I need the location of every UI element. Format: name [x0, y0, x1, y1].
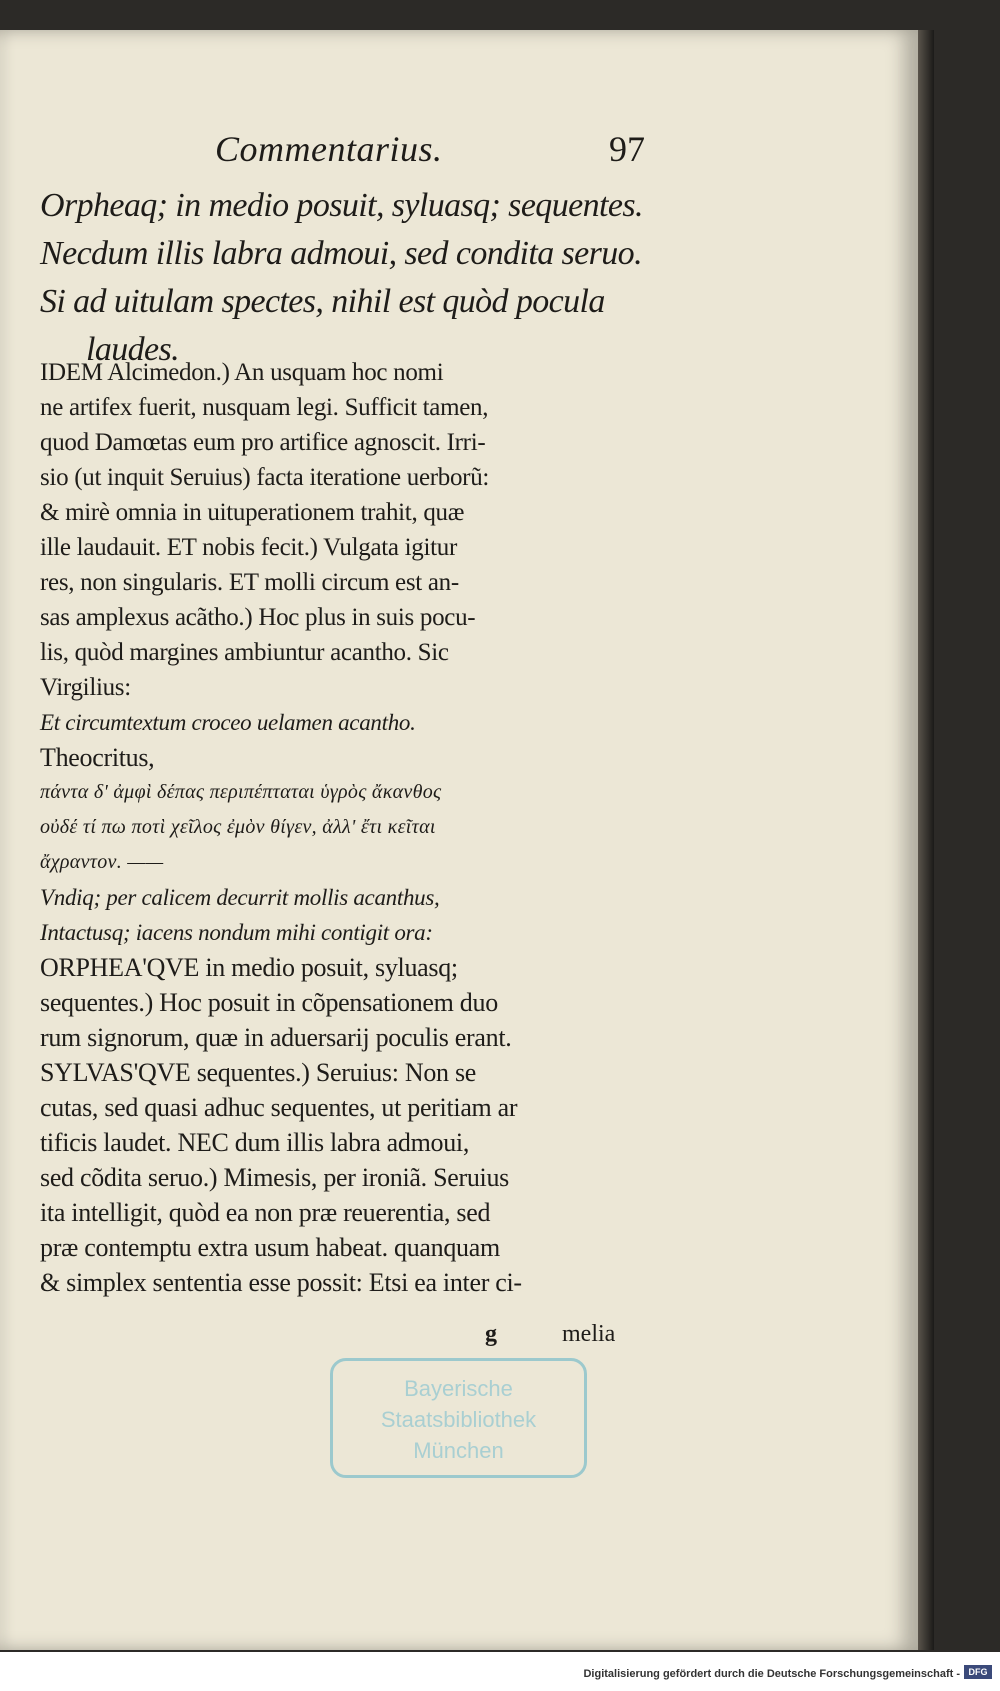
virgil-quote: Et circumtextum croceo uelamen acantho. [40, 710, 416, 735]
page-number: 97 [609, 129, 645, 169]
commentary-line: Virgilius: [40, 674, 131, 701]
greek-line: πάντα δ' ἀμφὶ δέπας περιπέπταται ὑγρὸς ἄκανθος [40, 781, 442, 803]
verse-line: laudes. [86, 331, 180, 368]
theocritus-label: Theocritus, [40, 743, 155, 772]
greek-line: οὐδέ τί πω ποτὶ χεῖλος ἐμὸν θίγεν, ἀλλ' ἔτι κεῖται [40, 816, 436, 838]
commentary-line: cutas, sed quasi adhuc sequentes, ut peritiam ar [40, 1093, 518, 1122]
commentary-line: sequentes.) Hoc posuit in cõpensationem duo [40, 988, 498, 1017]
commentary-line: tificis laudet. NEC dum illis labra admoui, [40, 1128, 470, 1157]
commentary-body [40, 355, 645, 1300]
commentary-line: rum signorum, quæ in aduersarij poculis erant. [40, 1023, 512, 1052]
commentary-line: & simplex sententia esse possit: Etsi ea inter ci- [40, 1268, 522, 1297]
commentary-line: res, non singularis. ET molli circum est an- [40, 569, 459, 596]
commentary-line: quod Damœtas eum pro artifice agnoscit. Irri- [40, 429, 486, 456]
commentary-line: ORPHEA'QVE in medio posuit, syluasq; [40, 953, 458, 982]
commentary-line: IDEM Alcimedon.) An usquam hoc nomi [40, 359, 444, 386]
commentary-line: ille laudauit. ET nobis fecit.) Vulgata igitur [40, 534, 458, 561]
commentary-line: sed cõdita seruo.) Mimesis, per ironiã. Seruius [40, 1163, 509, 1192]
dfg-logo-icon: DFG [964, 1665, 992, 1679]
page-edge [918, 30, 934, 1650]
translation-line: Vndiq; per calicem decurrit mollis acanthus, [40, 885, 440, 910]
catchword: melia [562, 1321, 616, 1347]
verse-line: Orpheaq; in medio posuit, syluasq; sequentes. [40, 187, 643, 224]
running-head: Commentarius. [215, 129, 443, 169]
commentary-line: lis, quòd margines ambiuntur acantho. Sic [40, 639, 449, 666]
signature-mark: g [485, 1321, 497, 1347]
commentary-line: SYLVAS'QVE sequentes.) Seruius: Non se [40, 1058, 477, 1087]
commentary-line: sas amplexus acãtho.) Hoc plus in suis pocu- [40, 604, 476, 631]
commentary-line: ne artifex fuerit, nusquam legi. Sufficit tamen, [40, 394, 489, 421]
stamp-line: Bayerische [404, 1376, 513, 1401]
verse-lines [40, 182, 645, 374]
commentary-line: præ contemptu extra usum habeat. quanquam [40, 1233, 500, 1262]
footer-credit: Digitalisierung gefördert durch die Deutsche Forschungsgemeinschaft - [583, 1668, 960, 1680]
stamp-line: München [413, 1438, 504, 1463]
verse-line: Necdum illis labra admoui, sed condita seruo. [40, 235, 642, 272]
stamp-line: Staatsbibliothek [380, 1407, 537, 1432]
page-header [40, 128, 645, 188]
translation-line: Intactusq; iacens nondum mihi contigit ora: [40, 920, 433, 945]
library-stamp [330, 1358, 587, 1478]
commentary-line: sio (ut inquit Seruius) facta iteratione uerborũ: [40, 464, 490, 491]
greek-line: ἄχραντον. —— [40, 851, 164, 873]
footer-bar [0, 1652, 1000, 1691]
verse-line: Si ad uitulam spectes, nihil est quòd pocula [40, 283, 605, 320]
commentary-line: & mirè omnia in uituperationem trahit, quæ [40, 499, 465, 526]
commentary-line: ita intelligit, quòd ea non præ reuerentia, sed [40, 1198, 491, 1227]
